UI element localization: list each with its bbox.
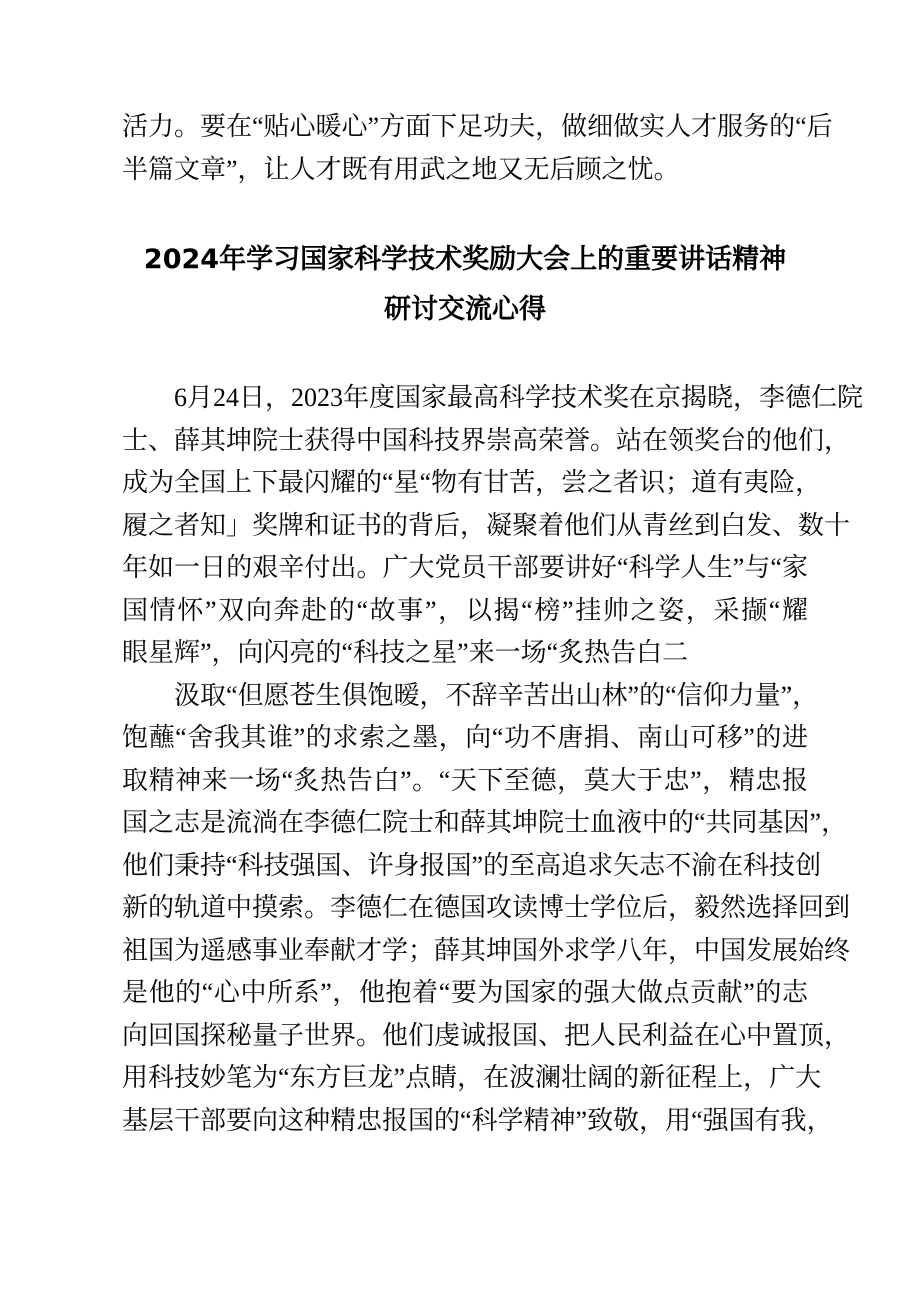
body-text-line: 用科技妙笔为“东方巨龙”点睛，在波澜壮阔的新征程上，广大 — [122, 1063, 822, 1092]
body-text-line: 活力。要在“贴心暖心”方面下足功夫，做细做实人才服务的“后 — [122, 112, 833, 141]
title-line-2: 研讨交流心得 — [384, 294, 546, 325]
body-text-line: 半篇文章”，让人才既有用武之地又无后顾之忧。 — [122, 154, 680, 184]
paragraph-1 — [122, 377, 864, 675]
body-text-line: 新的轨道中摸索。李德仁在德国攻读博士学位后，毅然选择回到 — [122, 893, 851, 922]
body-text-line: 基层干部要向这种精忠报国的“科学精神”致敬，用“强国有我， — [122, 1105, 833, 1135]
body-text-line: 成为全国上下最闪耀的“星“物有甘苦，尝之者识；道有夷险， — [122, 468, 822, 497]
body-text-line: 眼星辉”，向闪亮的“科技之星”来一场“炙热告白二 — [122, 638, 689, 667]
title-line-1: 2024年学习国家科学技术奖励大会上的重要讲话精神 — [143, 244, 787, 275]
body-text-line: 6月24日，2023年度国家最高科学技术奖在京揭晓，李德仁院 — [174, 383, 864, 412]
body-text-line: 年如一日的艰辛付出。广大党员干部要讲好“科学人生”与“家 — [122, 553, 808, 582]
body-text-line: 士、薛其坤院士获得中国科技界崇高荣誉。站在领奖台的他们， — [122, 425, 851, 455]
document-title — [122, 235, 808, 335]
body-text-line: 祖国为遥感事业奉献才学；薛其坤国外求学八年，中国发展始终 — [122, 935, 851, 965]
body-text-line: 取精神来一场“炙热告白”。“天下至德，莫大于忠”，精忠报 — [122, 765, 808, 795]
body-text-line: 汲取“但愿苍生俱饱暧，不辞辛苦出山林”的“信仰力量”， — [174, 680, 819, 710]
body-text-line: 国之志是流淌在李德仁院士和薛其坤院士血液中的“共同基因”， — [122, 808, 848, 837]
body-text-line: 他们秉持“科技强国、许身报国”的至高追求矢志不渝在科技创 — [122, 850, 822, 880]
body-text-line: 是他的“心中所系”，他抱着“要为国家的强大做点贡献”的志 — [122, 978, 808, 1007]
closing-paragraph — [122, 106, 833, 191]
body-text-line: 饱蘸“舍我其谁”的求索之墨，向“功不唐捐、南山可移”的进 — [122, 723, 808, 752]
body-text-line: 向回国探秘量子世界。他们虔诚报国、把人民利益在心中置顶， — [122, 1020, 851, 1050]
body-text-line: 履之者知」奖牌和证书的背后，凝聚着他们从青丝到白发、数十 — [122, 510, 851, 540]
body-text-line: 国情怀”双向奔赴的“故事”，以揭“榜”挂帅之姿，采撷“耀 — [122, 595, 808, 625]
paragraph-2 — [122, 675, 851, 1143]
